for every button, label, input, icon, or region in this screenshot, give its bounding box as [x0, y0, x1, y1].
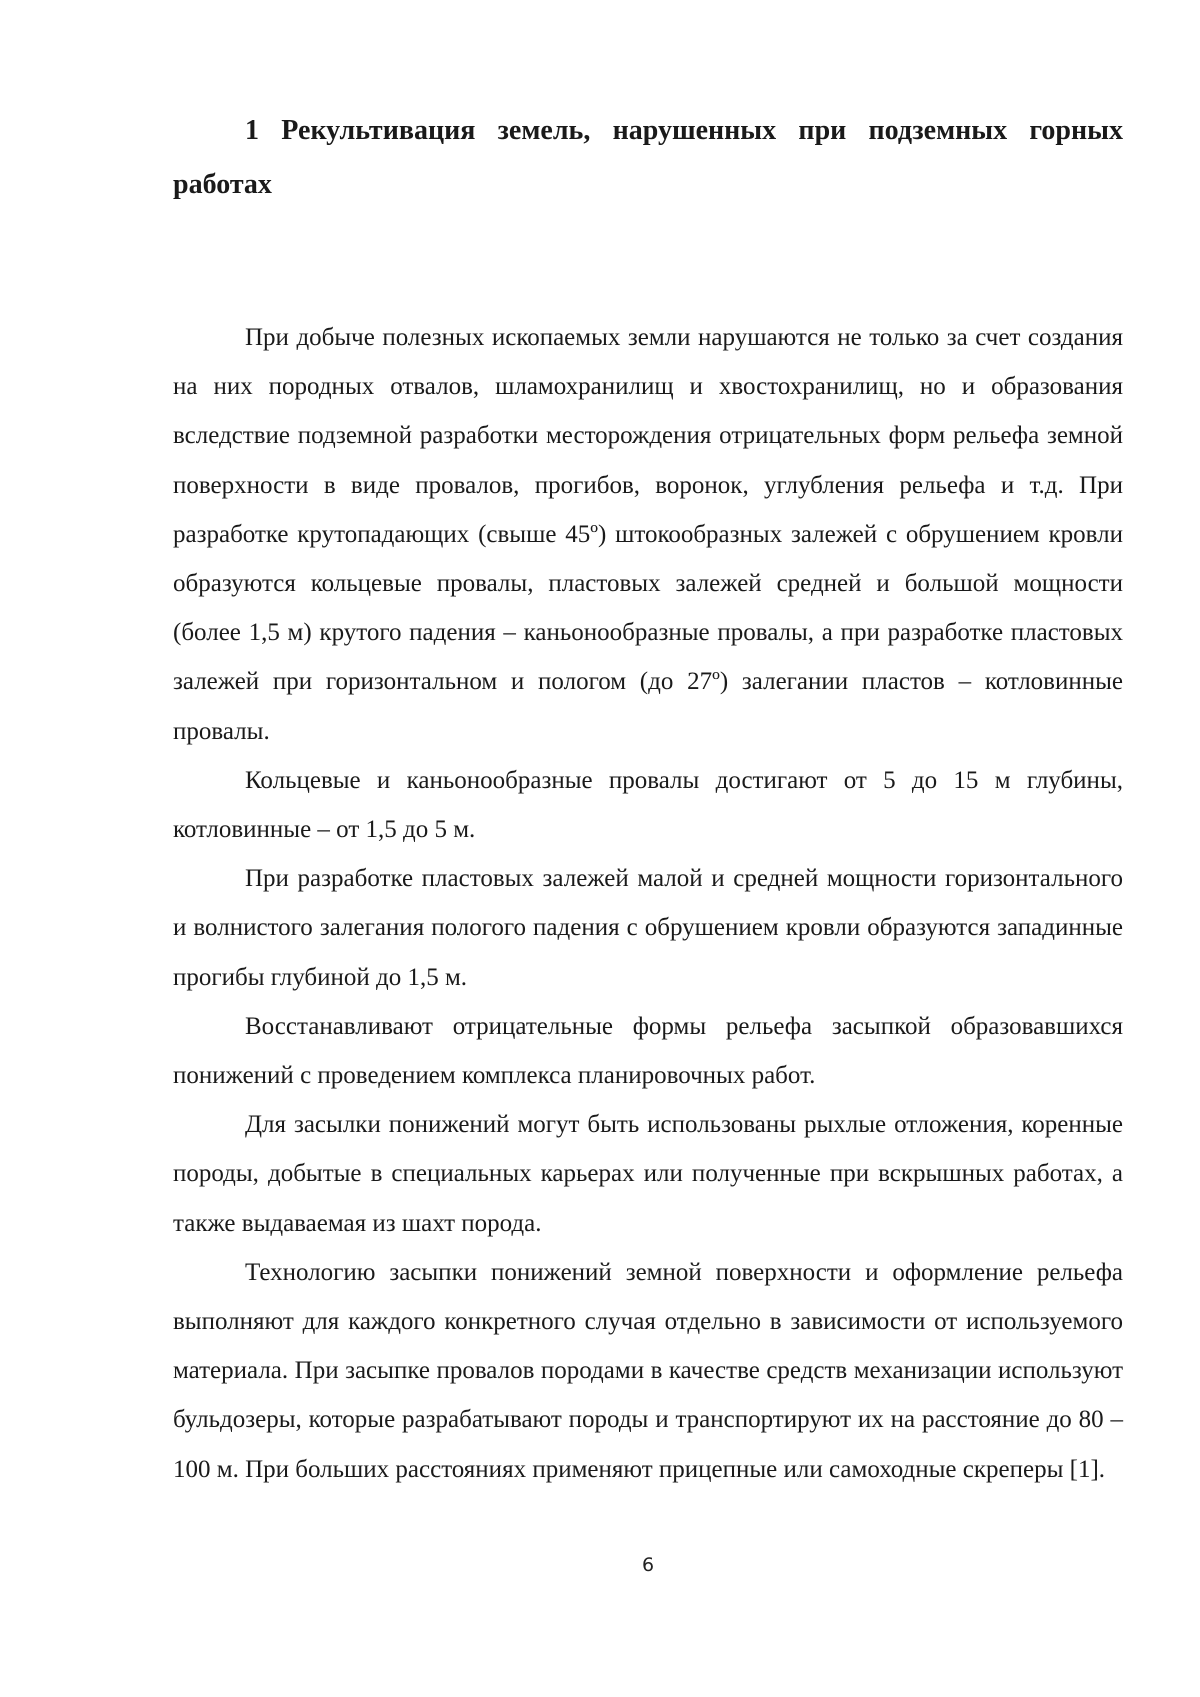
paragraph-6: Технологию засыпки понижений земной поверхности и оформление рельефа выполняют для каждого конкретного случая отдельно в зависимости от используемого материала. При засыпке провалов породами в качестве средств механизации используют бульдозеры, которые разрабатывают породы и транспортируют их на расстояние до 80 – 100 м. При больших расстояниях применяют прицепные или самоходные скреперы [1]. [173, 1258, 1123, 1483]
paragraph-5: Для засылки понижений могут быть использованы рыхлые отложения, коренные породы, добытые в специальных карьерах или полученные при вскрышных работах, а также выдаваемая из шахт порода. [173, 1111, 1123, 1237]
paragraph-1: При добыче полезных ископаемых земли нарушаются не только за счет создания на них породных отвалов, шламохранилищ и хвостохранилищ, но и образования вследствие подземной разработки месторождения отрицательных форм рельефа земной поверхности в виде провалов, прогибов, воронок, углубления рельефа и т.д. При разработке крутопадающих (свыше 45º) штокообразных залежей с обрушением кровли образуются кольцевые провалы, пластовых залежей средней и большой мощности (более 1,5 м) крутого падения – каньонообразные провалы, а при разработке пластовых залежей при горизонтальном и пологом (до 27º) залегании пластов – котловинные провалы. [173, 324, 1123, 745]
section-heading: 1 Рекультивация земель, нарушенных при подземных горных работах [173, 115, 1123, 200]
paragraph-2: Кольцевые и каньонообразные провалы достигают от 5 до 15 м глубины, котловинные – от 1,5 до 5 м. [173, 766, 1123, 844]
paragraph-4: Восстанавливают отрицательные формы рельефа засыпкой образовавшихся понижений с проведением комплекса планировочных работ. [173, 1012, 1123, 1090]
paragraph-3: При разработке пластовых залежей малой и средней мощности горизонтального и волнистого залегания пологого падения с обрушением кровли образуются западинные прогибы глубиной до 1,5 м. [173, 865, 1123, 991]
page-number: 6 [641, 1554, 655, 1576]
body-text [173, 313, 1123, 1494]
